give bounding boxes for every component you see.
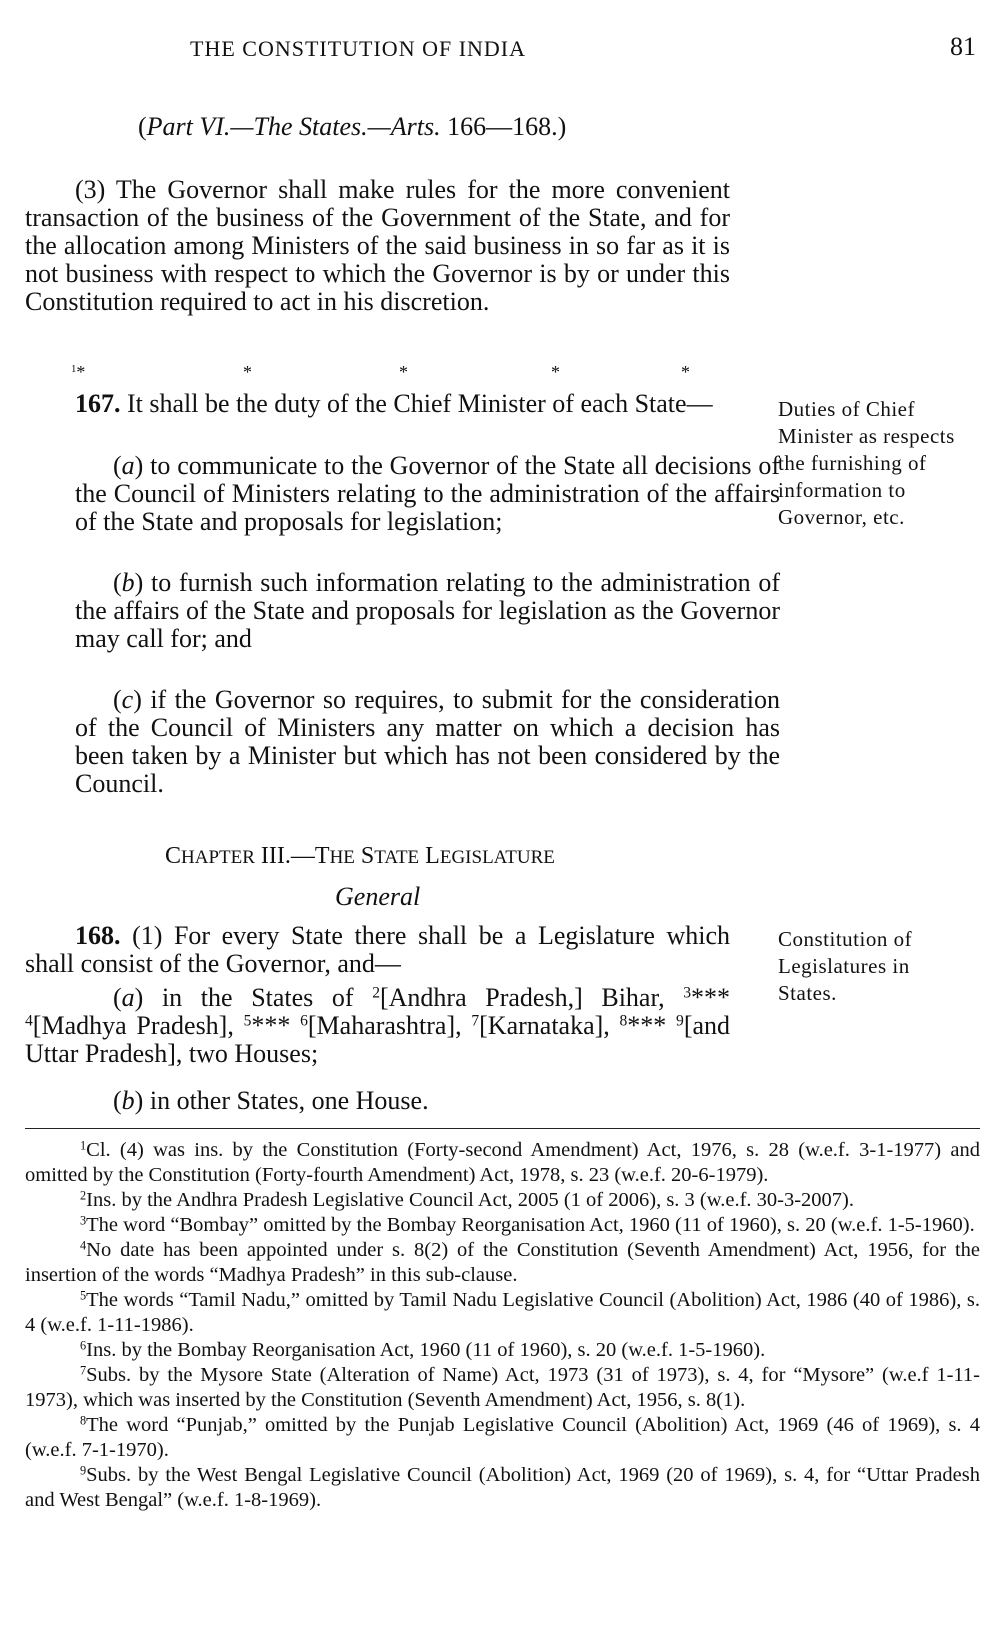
footnote: $^6$Ins. by the Bombay Reorganisation Act, 1960 (11 of 1960), s. 20 (w.e.f. 1-5-1960). [80, 1338, 766, 1361]
part-caption: (Part VI.—The States.—Arts. 166—168.) [138, 112, 567, 141]
footnotes [25, 1138, 980, 1513]
art167-number: 167. [75, 389, 121, 418]
art167-clause-b: (b) to furnish such information relating to the administration of the affairs of the State and proposals for legislation as the Governor may call for; and [75, 568, 780, 653]
footnote: $^3$The word “Bombay” omitted by the Bombay Reorganisation Act, 1960 (11 of 1960), s. 20 (w.e.f. 1-5-1960). [80, 1213, 975, 1236]
art168-clause-a: (a) in the States of $^2$[Andhra Pradesh,] Bihar, $^3$*** $^4$[Madhya Pradesh], $^5$*** $^6$[Maharashtra], $^7$[Karnataka], $^8$*** $^9$[and Uttar Pradesh], two Houses; [25, 983, 731, 1068]
art168-number: 168. [75, 921, 121, 950]
footnote: $^8$The word “Punjab,” omitted by the Punjab Legislative Council (Abolition) Act, 1969 (46 of 1969), s. 4 (w.e.f. 7-1-1970). [25, 1413, 980, 1461]
footnote: $^7$Subs. by the Mysore State (Alteration of Name) Act, 1973 (31 of 1973), s. 4, for “Mysore” (w.e.f 1-11-1973), which was inserted by the Constitution (Seventh Amendment) Act, 1956, s. 8(1). [25, 1363, 980, 1411]
footnote: $^1$Cl. (4) was ins. by the Constitution (Forty-second Amendment) Act, 1976, s. 28 (w.e.f. 3-1-1977) and omitted by the Constitution (Forty-fourth Amendment) Act, 1978, s. 23 (w.e.f. 20-6-1979). [25, 1138, 980, 1186]
art167-margin-note: Duties of Chief Minister as respects the furnishing of information to Governor, etc. [778, 397, 955, 529]
omission-star-4: * [551, 362, 560, 382]
art168-intro: 168. (1) For every State there shall be a Legislature which shall consist of the Governor, and— [25, 921, 730, 978]
footnote: $^5$The words “Tamil Nadu,” omitted by Tamil Nadu Legislative Council (Abolition) Act, 1986 (40 of 1986), s. 4 (w.e.f. 1-11-1986). [25, 1288, 980, 1336]
chapter-heading: CHAPTER III.—THE STATE LEGISLATURE [165, 843, 555, 869]
art167-clause-c: (c) if the Governor so requires, to submit for the consideration of the Council of Ministers any matter on which a decision has been taken by a Minister but which has not been considered by the Council. [75, 685, 780, 798]
running-title: THE CONSTITUTION OF INDIA [190, 36, 527, 61]
omission-star-5: * [681, 362, 690, 382]
omission-star-1: $^1$* [71, 362, 86, 382]
general-heading: General [335, 882, 421, 911]
footnote: $^9$Subs. by the West Bengal Legislative Council (Abolition) Act, 1969 (20 of 1969), s. 4, for “Uttar Pradesh and West Bengal” (w.e.f. 1-8-1969). [25, 1463, 980, 1511]
omission-star-2: * [243, 362, 252, 382]
art168-margin-note: Constitution of Legislatures in States. [778, 927, 913, 1005]
part-caption-italic: Part VI.—The States.—Arts. [146, 112, 441, 141]
art166-clause-3: (3) The Governor shall make rules for the more convenient transaction of the business of the Government of the State, and for the allocation among Ministers of the said business in so far as it is not business with respect to which the Governor is by or under this Constitution required to act in his discretion. [25, 175, 730, 316]
footnote: $^2$Ins. by the Andhra Pradesh Legislative Council Act, 2005 (1 of 2006), s. 3 (w.e.f. 30-3-2007). [80, 1188, 855, 1211]
page-number: 81 [950, 32, 976, 61]
page-header [0, 32, 1000, 66]
art167-intro: 167. It shall be the duty of the Chief Minister of each State— [75, 389, 713, 418]
art168-clause-b: (b) in other States, one House. [113, 1086, 429, 1115]
omission-star-3: * [399, 362, 408, 382]
footnote: $^4$No date has been appointed under s. 8(2) of the Constitution (Seventh Amendment) Act, 1956, for the insertion of the words “Madhya Pradesh” in this sub-clause. [25, 1238, 980, 1286]
art167-clause-a: (a) to communicate to the Governor of the State all decisions of the Council of Ministers relating to the administration of the affairs of the State and proposals for legislation; [75, 451, 780, 536]
footnote-divider [25, 1128, 980, 1129]
